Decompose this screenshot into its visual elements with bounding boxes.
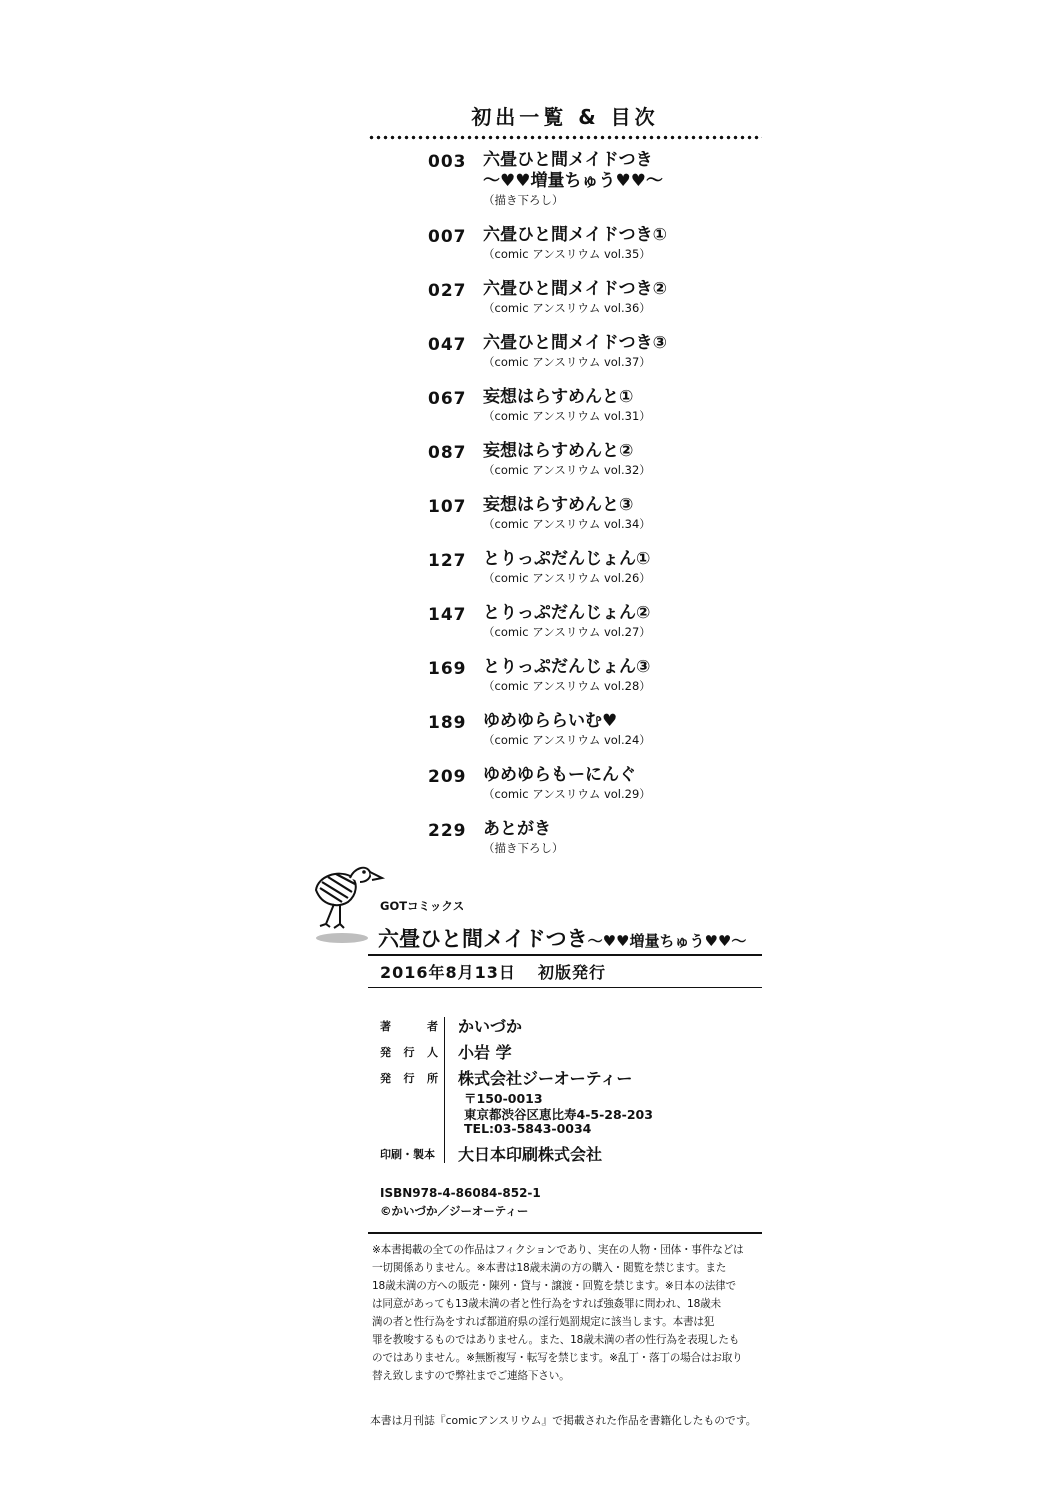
credit-label-author: 著 者 bbox=[380, 1020, 438, 1033]
toc-entry-title: 妄想はらすめんと③ bbox=[483, 495, 634, 515]
toc-entry-text bbox=[483, 549, 651, 587]
book-title-sub: ～♥♥増量ちゅう♥♥～ bbox=[587, 932, 747, 950]
toc-entry-source: （comic アンスリウム vol.28） bbox=[483, 679, 651, 693]
toc-entry-title: ゆめゆららいむ♥ bbox=[483, 711, 618, 731]
copyright: ©かいづか／ジーオーティー bbox=[380, 1204, 529, 1218]
credits-separator bbox=[444, 1017, 445, 1163]
toc-entry bbox=[428, 495, 768, 549]
toc-entry-source: （comic アンスリウム vol.31） bbox=[483, 409, 651, 423]
date-rule bbox=[368, 987, 762, 988]
credit-value-publisher-person: 小岩 学 bbox=[458, 1043, 512, 1062]
toc-entry bbox=[428, 603, 768, 657]
credit-label-publisher-person: 発 行 人 bbox=[380, 1046, 438, 1059]
postal-code: 〒150-0013 bbox=[464, 1091, 543, 1106]
credit-label-printer: 印刷・製本 bbox=[380, 1148, 435, 1161]
credit-value-publisher: 株式会社ジーオーティー bbox=[458, 1069, 633, 1088]
toc-entry-title: 六畳ひと間メイドつき③ bbox=[483, 333, 668, 353]
toc-entry-text bbox=[483, 279, 667, 317]
toc-entry-text bbox=[483, 333, 667, 371]
book-title-main: 六畳ひと間メイドつき bbox=[378, 927, 588, 951]
toc-entry-title: とりっぷだんじょん③ bbox=[483, 657, 651, 677]
toc-entry-text bbox=[483, 711, 651, 749]
legal-notice bbox=[372, 1241, 762, 1385]
toc-page-number: 127 bbox=[428, 551, 467, 571]
toc-entry-source: （comic アンスリウム vol.35） bbox=[483, 247, 651, 261]
title-rule bbox=[368, 954, 762, 956]
publication-date: 2016年8月13日 bbox=[380, 963, 516, 982]
edition: 初版発行 bbox=[537, 963, 606, 982]
toc-entry-source: （comic アンスリウム vol.34） bbox=[483, 517, 651, 531]
isbn: ISBN978-4-86084-852-1 bbox=[380, 1186, 541, 1200]
toc-entry bbox=[428, 711, 768, 765]
toc-page-number: 007 bbox=[428, 227, 467, 247]
toc-entry-source: （comic アンスリウム vol.29） bbox=[483, 787, 651, 801]
toc-entry bbox=[428, 333, 768, 387]
toc-entry-text bbox=[483, 657, 651, 695]
toc-entry-title: とりっぷだんじょん① bbox=[483, 549, 651, 569]
toc-page-number: 107 bbox=[428, 497, 467, 517]
notice-rule bbox=[368, 1232, 762, 1234]
toc-entry-text bbox=[483, 441, 651, 479]
notice-line: 一切関係ありません。※本書は18歳未満の方の購入・閲覧を禁じます。また bbox=[372, 1262, 727, 1274]
toc-page-number: 147 bbox=[428, 605, 467, 625]
toc-entry bbox=[428, 279, 768, 333]
footer-note: 本書は月刊誌『comicアンスリウム』で掲載された作品を書籍化したものです。 bbox=[370, 1414, 757, 1427]
toc-entry-source: （描き下ろし） bbox=[483, 193, 564, 207]
toc-page-number: 169 bbox=[428, 659, 467, 679]
toc-entry bbox=[428, 225, 768, 279]
dotted-divider bbox=[368, 135, 762, 140]
toc-entry-title: 妄想はらすめんと② bbox=[483, 441, 634, 461]
toc-entry-text bbox=[483, 150, 663, 209]
toc-page-number: 087 bbox=[428, 443, 467, 463]
toc-entry-source: （comic アンスリウム vol.24） bbox=[483, 733, 651, 747]
street-address: 東京都渋谷区恵比寿4-5-28-203 bbox=[464, 1107, 653, 1122]
publication-date-line bbox=[380, 960, 606, 983]
toc-entry-text bbox=[483, 387, 651, 425]
toc-page-number: 229 bbox=[428, 821, 467, 841]
toc-entry-text bbox=[483, 603, 651, 641]
telephone: TEL:03-5843-0034 bbox=[464, 1121, 592, 1136]
toc-entry-source: （comic アンスリウム vol.36） bbox=[483, 301, 651, 315]
credit-value-printer: 大日本印刷株式会社 bbox=[458, 1145, 603, 1164]
toc-entry-text bbox=[483, 765, 651, 803]
toc-entry-source: （comic アンスリウム vol.37） bbox=[483, 355, 651, 369]
toc-page-number: 189 bbox=[428, 713, 467, 733]
toc-entry bbox=[428, 765, 768, 819]
toc-entry bbox=[428, 819, 768, 873]
toc-entry-title: ～♥♥増量ちゅう♥♥～ bbox=[483, 171, 663, 191]
toc-entry-source: （comic アンスリウム vol.27） bbox=[483, 625, 651, 639]
toc-entry-title: 六畳ひと間メイドつき② bbox=[483, 279, 668, 299]
toc-title: 初出一覧 & 目次 bbox=[471, 105, 659, 129]
credit-label-publisher: 発 行 所 bbox=[380, 1072, 438, 1085]
toc-entry-text bbox=[483, 225, 667, 263]
credit-value-author: かいづか bbox=[458, 1017, 523, 1036]
toc-entry-title: ゆめゆらもーにんぐ bbox=[483, 765, 636, 785]
notice-line: 18歳未満の方への販売・陳列・貸与・譲渡・回覧を禁じます。※日本の法律で bbox=[372, 1280, 736, 1292]
toc-page-number: 067 bbox=[428, 389, 467, 409]
toc-page-number: 027 bbox=[428, 281, 467, 301]
toc-entry bbox=[428, 657, 768, 711]
notice-line: のではありません。※無断複写・転写を禁じます。※乱丁・落丁の場合はお取り bbox=[372, 1352, 743, 1364]
toc-entry-source: （描き下ろし） bbox=[483, 841, 564, 855]
toc-entry-title: 六畳ひと間メイドつき bbox=[483, 150, 653, 170]
toc-list bbox=[428, 150, 768, 873]
series-label: GOTコミックス bbox=[380, 899, 465, 913]
toc-entry bbox=[428, 441, 768, 495]
bird-mascot-icon bbox=[308, 862, 388, 952]
toc-page-number: 003 bbox=[428, 152, 467, 172]
notice-line: は同意があっても13歳未満の者と性行為をすれば強姦罪に問われ、18歳未 bbox=[372, 1298, 721, 1310]
toc-page-number: 047 bbox=[428, 335, 467, 355]
toc-entry-title: あとがき bbox=[483, 819, 551, 839]
toc-entry-text bbox=[483, 495, 651, 533]
toc-entry bbox=[428, 549, 768, 603]
toc-entry-source: （comic アンスリウム vol.26） bbox=[483, 571, 651, 585]
toc-entry bbox=[428, 150, 768, 225]
notice-line: 満の者と性行為をすれば都道府県の淫行処罰規定に該当します。本書は犯 bbox=[372, 1316, 715, 1328]
toc-entry-title: 六畳ひと間メイドつき① bbox=[483, 225, 668, 245]
toc-entry bbox=[428, 387, 768, 441]
notice-line: 替え致しますので弊社までご連絡下さい。 bbox=[372, 1370, 570, 1382]
toc-entry-text bbox=[483, 819, 564, 857]
toc-page-number: 209 bbox=[428, 767, 467, 787]
toc-entry-source: （comic アンスリウム vol.32） bbox=[483, 463, 651, 477]
notice-line: ※本書掲載の全ての作品はフィクションであり、実在の人物・団体・事件などは bbox=[372, 1244, 744, 1256]
notice-line: 罪を教唆するものではありません。また、18歳未満の者の性行為を表現したも bbox=[372, 1334, 740, 1346]
toc-entry-title: 妄想はらすめんと① bbox=[483, 387, 634, 407]
toc-entry-title: とりっぷだんじょん② bbox=[483, 603, 651, 623]
book-title bbox=[378, 923, 746, 953]
